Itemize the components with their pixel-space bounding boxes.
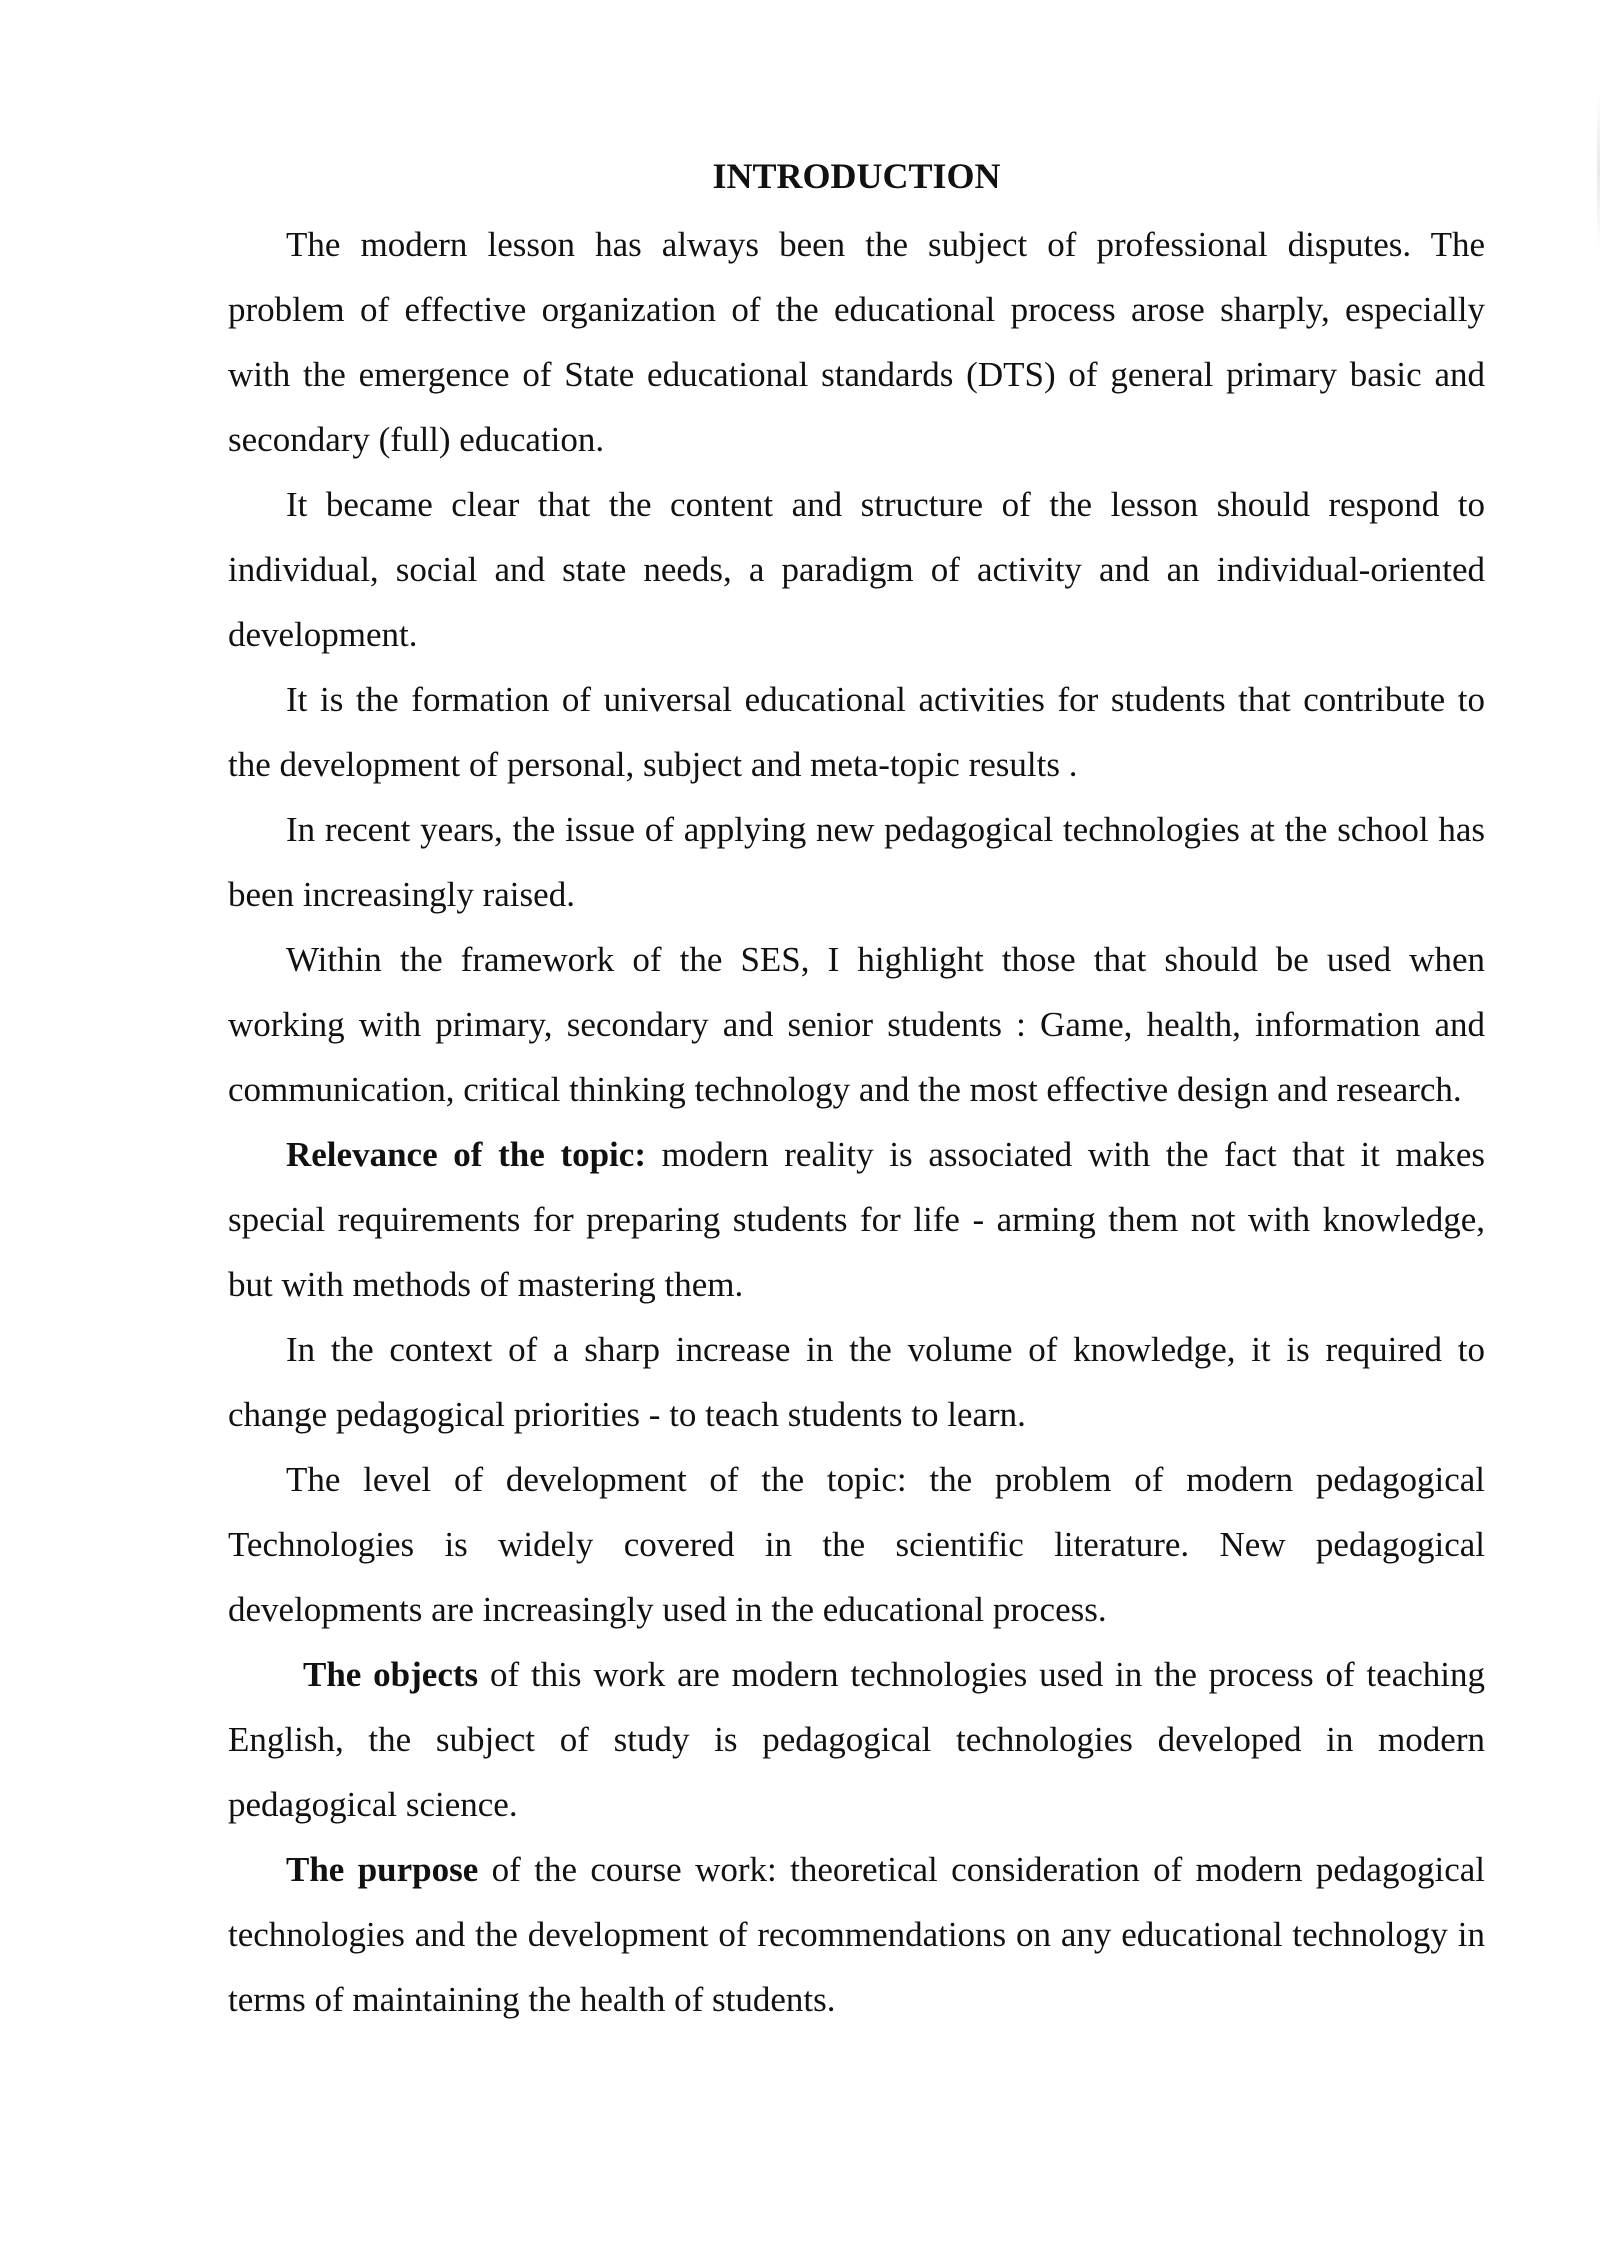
paragraph-2-text: It became clear that the content and structure of the lesson should respond to individual, social and state needs, a paradigm of activity and an individual-oriented development.: [228, 485, 1485, 654]
paragraph-7-text: In the context of a sharp increase in the volume of knowledge, it is required to change pedagogical priorities - to teach students to learn.: [228, 1330, 1485, 1434]
paragraph-1-text: The modern lesson has always been the subject of professional disputes. The problem of effective organization of the educational process arose sharply, especially with the emergence of State educational standards (DTS) of general primary basic and secondary (full) education.: [228, 225, 1485, 459]
paragraph-4-text: In recent years, the issue of applying new pedagogical technologies at the school has been increasingly raised.: [228, 810, 1485, 914]
paragraph-5: [228, 927, 1485, 1122]
paragraph-3-text: It is the formation of universal educational activities for students that contribute to the development of personal, subject and meta-topic results .: [228, 680, 1485, 784]
relevance-label: Relevance of the topic:: [286, 1135, 646, 1174]
objects-text: of this work are modern technologies used in the process of teaching English, the subject of study is pedagogical technologies developed in modern pedagogical science.: [228, 1655, 1485, 1824]
paragraph-5-text: Within the framework of the SES, I highlight those that should be used when working with primary, secondary and senior students : Game, health, information and communication, critical thinking technology and the most effective design and research.: [228, 940, 1485, 1109]
paragraph-objects: [228, 1642, 1485, 1837]
section-heading: INTRODUCTION: [712, 156, 1001, 196]
paragraph-4: [228, 797, 1485, 927]
paragraph-8-text: The level of development of the topic: the problem of modern pedagogical Technologies is widely covered in the scientific literature. New pedagogical developments are increasingly used in the educational process.: [228, 1460, 1485, 1629]
document-page: [228, 148, 1485, 2032]
paragraph-2: [228, 472, 1485, 667]
paragraph-purpose: [228, 1837, 1485, 2032]
paragraph-7: [228, 1317, 1485, 1447]
paragraph-1: [228, 212, 1485, 472]
purpose-text: of the course work: theoretical consideration of modern pedagogical technologies and the development of recommendations on any educational technology in terms of maintaining the health of students.: [228, 1850, 1485, 2019]
objects-label: The objects: [303, 1655, 479, 1694]
paragraph-3: [228, 667, 1485, 797]
purpose-label: The purpose: [286, 1850, 479, 1889]
relevance-text: modern reality is associated with the fact that it makes special requirements for preparing students for life - arming them not with knowledge, but with methods of mastering them.: [228, 1135, 1485, 1304]
paragraph-8: [228, 1447, 1485, 1642]
paragraph-relevance: [228, 1122, 1485, 1317]
